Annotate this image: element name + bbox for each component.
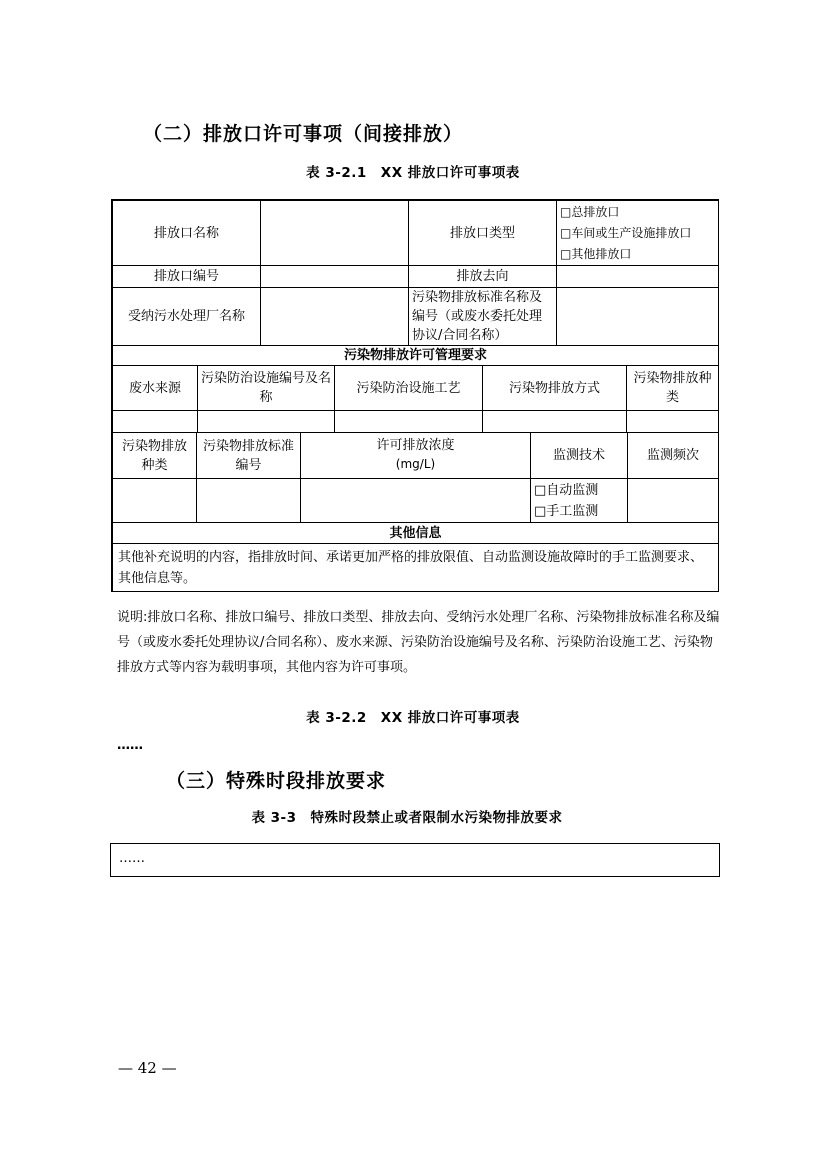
table-title: 表 3-2.1 XX 排放口许可事项表 xyxy=(306,165,520,181)
cell-pollutant-category[interactable] xyxy=(113,479,197,523)
checkbox-manual-monitoring[interactable]: □手工监测 xyxy=(534,503,599,519)
concentration-label: 许可排放浓度 xyxy=(376,438,455,453)
header-monitoring-technique: 监测技术 xyxy=(531,433,628,479)
other-info-table xyxy=(112,522,719,592)
header-wastewater-source: 废水来源 xyxy=(113,366,198,411)
header-standard-id: 污染物排放标准编号 xyxy=(197,433,301,479)
outlet-id-value[interactable] xyxy=(261,266,409,288)
checkbox-total-outlet[interactable]: □总排放口 xyxy=(560,204,620,219)
page-number: — 42 — xyxy=(118,1059,177,1077)
table2-title: 表 3-2.2 XX 排放口许可事项表 xyxy=(306,710,520,726)
cell-discharge-method[interactable] xyxy=(483,411,627,433)
cell-facility-id-name[interactable] xyxy=(198,411,335,433)
table3-content: …… xyxy=(119,851,145,866)
monitoring-table xyxy=(112,432,719,523)
outlet-type-options xyxy=(557,201,719,266)
monitoring-options xyxy=(531,479,628,523)
discharge-direction-value[interactable] xyxy=(557,266,719,288)
table3-box xyxy=(110,843,720,877)
concentration-unit: (mg/L) xyxy=(395,457,436,471)
cell-facility-process[interactable] xyxy=(335,411,483,433)
checkbox-workshop-outlet[interactable]: □车间或生产设施排放口 xyxy=(560,225,692,240)
header-pollutant-type: 污染物排放种类 xyxy=(627,366,719,411)
outlet-name-value[interactable] xyxy=(261,201,409,266)
standard-label: 污染物排放标准名称及编号（或废水委托处理协议/合同名称） xyxy=(409,288,557,346)
outlet-id-label: 排放口编号 xyxy=(113,266,261,288)
receiving-plant-value[interactable] xyxy=(261,288,409,346)
facility-table xyxy=(112,365,719,433)
cell-monitoring-frequency[interactable] xyxy=(628,479,719,523)
cell-wastewater-source[interactable] xyxy=(113,411,198,433)
outlet-type-label: 排放口类型 xyxy=(409,201,557,266)
standard-value[interactable] xyxy=(557,288,719,346)
header-facility-id-name: 污染防治设施编号及名称 xyxy=(198,366,335,411)
other-info-text: 其他补充说明的内容，指排放时间、承诺更加严格的排放限值、自动监测设施故障时的手工监测要求、其他信息等。 xyxy=(113,544,719,592)
outlet-info-table xyxy=(112,200,719,366)
other-info-heading: 其他信息 xyxy=(113,523,719,544)
checkbox-other-outlet[interactable]: □其他排放口 xyxy=(560,246,632,261)
cell-standard-id[interactable] xyxy=(197,479,301,523)
header-monitoring-frequency: 监测频次 xyxy=(628,433,719,479)
header-discharge-method: 污染物排放方式 xyxy=(483,366,627,411)
mgmt-heading: 污染物排放许可管理要求 xyxy=(113,346,719,366)
outlet-name-label: 排放口名称 xyxy=(113,201,261,266)
header-pollutant-category: 污染物排放种类 xyxy=(113,433,197,479)
discharge-direction-label: 排放去向 xyxy=(409,266,557,288)
table3-title: 表 3-3 特殊时段禁止或者限制水污染物排放要求 xyxy=(251,810,563,826)
receiving-plant-label: 受纳污水处理厂名称 xyxy=(113,288,261,346)
cell-permitted-concentration[interactable] xyxy=(301,479,531,523)
checkbox-auto-monitoring[interactable]: □自动监测 xyxy=(534,482,599,498)
section-heading: （二）排放口许可事项（间接排放） xyxy=(143,123,464,145)
header-permitted-concentration xyxy=(301,433,531,479)
cell-pollutant-type[interactable] xyxy=(627,411,719,433)
section3-heading: （三）特殊时段排放要求 xyxy=(166,770,387,792)
header-facility-process: 污染防治设施工艺 xyxy=(335,366,483,411)
table-note: 说明:排放口名称、排放口编号、排放口类型、排放去向、受纳污水处理厂名称、污染物排放标准名称及编号（或废水委托处理协议/合同名称）、废水来源、污染防治设施编号及名称、污染防治设施工艺、污染物排放方式等内容为载明事项，其他内容为许可事项。 xyxy=(117,610,720,675)
table2-ellipsis: …… xyxy=(117,738,143,753)
